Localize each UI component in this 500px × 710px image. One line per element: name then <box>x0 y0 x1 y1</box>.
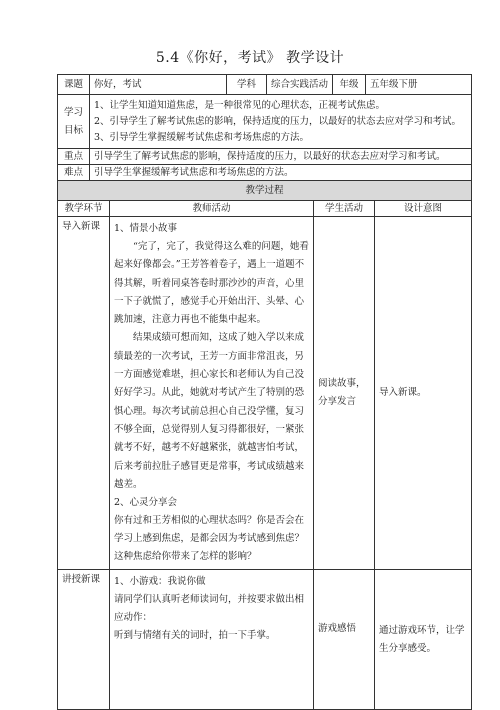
instruction-paragraph: 请同学们认真听老师读词句，并按要求做出相应动作： <box>114 594 305 624</box>
teacher-activity-intro <box>110 217 314 570</box>
subject-value: 综合实践活动 <box>267 75 333 95</box>
question-paragraph: 这种焦虑给你带来了怎样的影响？ <box>114 551 257 563</box>
stage-intro: 导入新课 <box>58 217 110 570</box>
header-stage: 教学环节 <box>58 201 110 217</box>
key-point-value: 引导学生了解考试焦虑的影响，保持适度的压力，以最好的状态去应对学习和考试。 <box>90 149 472 165</box>
header-student-activity: 学生活动 <box>314 201 375 217</box>
topic-value: 你好，考试 <box>90 75 227 95</box>
difficulty-value: 引导学生掌握缓解考试焦虑和考场焦虑的方法。 <box>90 165 472 181</box>
stage-new-lesson: 讲授新课 <box>58 570 110 710</box>
course-info-table <box>57 74 472 181</box>
story-paragraph: “完了，完了，我觉得这么难的问题，她看起来好像都会。”王芳答着卷子，遇上一道题不得其解，听着同桌答卷时那沙沙的声音，心里一下子就慌了，感觉手心开始出汗、头晕、心跳加速，注意力再也不能集中起来。 <box>114 241 309 326</box>
section-heading: 2、心灵分享会 <box>114 497 178 509</box>
goal-item: 1、让学生知道知道焦虑，是一种很常见的心理状态，正视考试焦虑。 <box>94 99 386 111</box>
design-intent-intro: 导入新课。 <box>375 217 472 570</box>
story-paragraph: 结果成绩可想而知，这成了她入学以来成绩最差的一次考试，王芳一方面非常沮丧，另一方面感觉难堪，担心家长和老师认为自己没好好学习。从此，她就对考试产生了特别的恐惧心理。每次考试前总担心自己没学懂，复习不够全面，总觉得别人复习得都很好，一紧张就考不好，越考不好越紧张，就越害怕考试，后来考前拉肚子感冒更是常事，考试成绩越来越差。 <box>114 332 305 490</box>
section-heading: 1、小游戏：我说你做 <box>114 576 206 588</box>
process-section-title: 教学过程 <box>58 181 472 201</box>
header-teacher-activity: 教师活动 <box>110 201 314 217</box>
subject-label: 学科 <box>227 75 267 95</box>
section-heading: 1、情景小故事 <box>114 223 178 234</box>
key-point-label: 重点 <box>58 149 90 165</box>
design-intent-new-lesson: 通过游戏环节，让学生分享感受。 <box>375 570 472 710</box>
goal-item: 3、引导学生掌握缓解考试焦虑和考场焦虑的方法。 <box>94 131 310 143</box>
goals-label-line-2: 目标 <box>63 124 83 136</box>
document-title: 5.4《你好，考试》 教学设计 <box>155 50 345 66</box>
difficulty-label: 难点 <box>58 165 90 181</box>
header-design-intent: 设计意图 <box>375 201 472 217</box>
goals-label-line-1: 学习 <box>63 106 83 118</box>
goals-label <box>58 95 90 149</box>
instruction-paragraph: 听到与情绪有关的词时，拍一下手掌。 <box>114 630 276 642</box>
grade-label: 年级 <box>333 75 366 95</box>
goals-value <box>90 95 472 149</box>
topic-label: 课题 <box>58 75 90 95</box>
goal-item: 2、引导学生了解考试焦虑的影响，保持适度的压力，以最好的状态去应对学习和考试。 <box>94 115 462 127</box>
question-paragraph: 你有过和王芳相似的心理状态吗？你是否会在学习上感到焦虑，是都会因为考试感到焦虑？ <box>114 515 305 545</box>
grade-value: 五年级下册 <box>366 75 472 95</box>
student-activity-intro: 阅读故事，分享发言 <box>314 217 375 570</box>
student-activity-new-lesson: 游戏感悟 <box>314 570 375 710</box>
teaching-process-table <box>57 180 472 710</box>
teacher-activity-new-lesson <box>110 570 314 710</box>
